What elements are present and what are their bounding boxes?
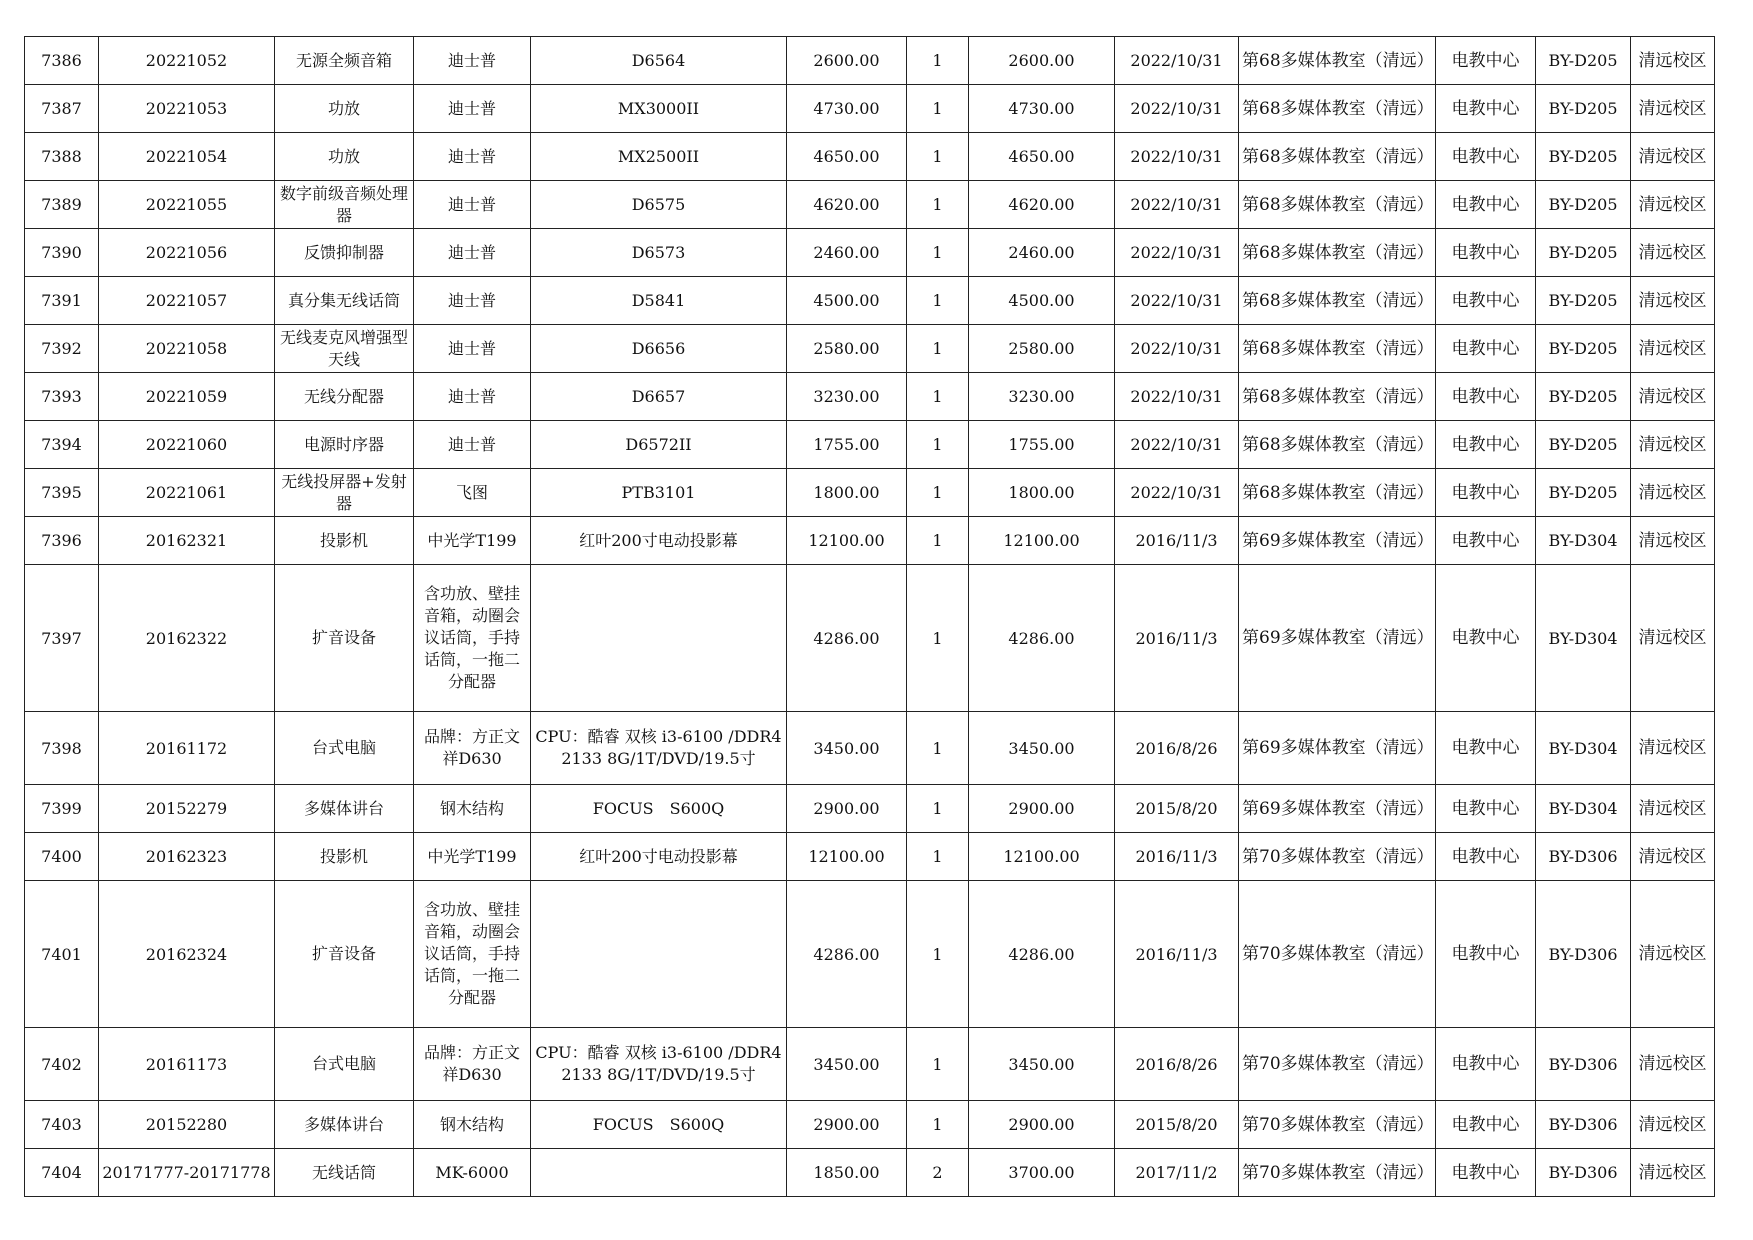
cell-model: PTB3101: [531, 469, 787, 517]
cell-campus: 清远校区: [1631, 1149, 1715, 1197]
cell-amount: 1755.00: [969, 421, 1115, 469]
cell-campus: 清远校区: [1631, 229, 1715, 277]
cell-model: [531, 881, 787, 1028]
cell-quantity: 2: [907, 1149, 969, 1197]
cell-unit-price: 4650.00: [787, 133, 907, 181]
cell-asset-code: 20221054: [99, 133, 275, 181]
cell-unit-price: 1800.00: [787, 469, 907, 517]
cell-campus: 清远校区: [1631, 133, 1715, 181]
cell-room: BY-D205: [1536, 37, 1631, 85]
cell-asset-code: 20152280: [99, 1101, 275, 1149]
table-row: [25, 421, 1715, 469]
cell-date: 2022/10/31: [1115, 325, 1239, 373]
cell-model: 红叶200寸电动投影幕: [531, 517, 787, 565]
cell-quantity: 1: [907, 833, 969, 881]
cell-amount: 2600.00: [969, 37, 1115, 85]
cell-campus: 清远校区: [1631, 325, 1715, 373]
cell-department: 电教中心: [1436, 421, 1536, 469]
cell-location: 第68多媒体教室（清远）: [1239, 421, 1436, 469]
cell-location: 第68多媒体教室（清远）: [1239, 37, 1436, 85]
cell-seq: 7392: [25, 325, 99, 373]
cell-asset-code: 20221059: [99, 373, 275, 421]
cell-quantity: 1: [907, 373, 969, 421]
cell-location: 第70多媒体教室（清远）: [1239, 1149, 1436, 1197]
cell-department: 电教中心: [1436, 785, 1536, 833]
cell-room: BY-D205: [1536, 229, 1631, 277]
table-row: [25, 1101, 1715, 1149]
cell-seq: 7395: [25, 469, 99, 517]
cell-department: 电教中心: [1436, 373, 1536, 421]
cell-quantity: 1: [907, 229, 969, 277]
cell-asset-name: 多媒体讲台: [275, 1101, 414, 1149]
cell-brand: 飞图: [414, 469, 531, 517]
cell-quantity: 1: [907, 517, 969, 565]
cell-room: BY-D205: [1536, 373, 1631, 421]
cell-model: 红叶200寸电动投影幕: [531, 833, 787, 881]
cell-brand: 迪士普: [414, 37, 531, 85]
cell-date: 2022/10/31: [1115, 133, 1239, 181]
cell-brand: 迪士普: [414, 229, 531, 277]
cell-asset-code: 20161172: [99, 712, 275, 785]
cell-location: 第68多媒体教室（清远）: [1239, 85, 1436, 133]
cell-quantity: 1: [907, 181, 969, 229]
cell-asset-name: 无线分配器: [275, 373, 414, 421]
cell-date: 2016/11/3: [1115, 881, 1239, 1028]
cell-department: 电教中心: [1436, 1149, 1536, 1197]
cell-campus: 清远校区: [1631, 421, 1715, 469]
cell-asset-code: 20162324: [99, 881, 275, 1028]
cell-location: 第68多媒体教室（清远）: [1239, 229, 1436, 277]
cell-department: 电教中心: [1436, 469, 1536, 517]
cell-department: 电教中心: [1436, 133, 1536, 181]
cell-room: BY-D306: [1536, 833, 1631, 881]
cell-amount: 12100.00: [969, 833, 1115, 881]
cell-asset-code: 20221058: [99, 325, 275, 373]
cell-asset-code: 20221053: [99, 85, 275, 133]
cell-asset-code: 20221056: [99, 229, 275, 277]
cell-campus: 清远校区: [1631, 1028, 1715, 1101]
cell-seq: 7400: [25, 833, 99, 881]
cell-asset-name: 无线麦克风增强型天线: [275, 325, 414, 373]
table-row: [25, 517, 1715, 565]
table-row: [25, 37, 1715, 85]
cell-department: 电教中心: [1436, 181, 1536, 229]
cell-date: 2022/10/31: [1115, 85, 1239, 133]
cell-amount: 4500.00: [969, 277, 1115, 325]
cell-date: 2022/10/31: [1115, 373, 1239, 421]
cell-asset-name: 扩音设备: [275, 881, 414, 1028]
cell-department: 电教中心: [1436, 277, 1536, 325]
cell-model: D6656: [531, 325, 787, 373]
cell-campus: 清远校区: [1631, 37, 1715, 85]
cell-brand: 迪士普: [414, 133, 531, 181]
cell-amount: 2900.00: [969, 785, 1115, 833]
cell-campus: 清远校区: [1631, 469, 1715, 517]
cell-location: 第70多媒体教室（清远）: [1239, 1028, 1436, 1101]
table-row: [25, 712, 1715, 785]
asset-table: [24, 36, 1715, 1197]
cell-unit-price: 3450.00: [787, 712, 907, 785]
cell-location: 第68多媒体教室（清远）: [1239, 325, 1436, 373]
cell-room: BY-D306: [1536, 1028, 1631, 1101]
cell-campus: 清远校区: [1631, 85, 1715, 133]
table-row: [25, 469, 1715, 517]
cell-seq: 7396: [25, 517, 99, 565]
cell-brand: 钢木结构: [414, 1101, 531, 1149]
cell-model: D6573: [531, 229, 787, 277]
cell-seq: 7398: [25, 712, 99, 785]
cell-room: BY-D205: [1536, 325, 1631, 373]
cell-location: 第68多媒体教室（清远）: [1239, 469, 1436, 517]
cell-unit-price: 4500.00: [787, 277, 907, 325]
cell-location: 第70多媒体教室（清远）: [1239, 1101, 1436, 1149]
cell-seq: 7391: [25, 277, 99, 325]
cell-campus: 清远校区: [1631, 833, 1715, 881]
cell-asset-name: 多媒体讲台: [275, 785, 414, 833]
cell-asset-code: 20162323: [99, 833, 275, 881]
cell-location: 第68多媒体教室（清远）: [1239, 133, 1436, 181]
cell-unit-price: 12100.00: [787, 833, 907, 881]
cell-brand: 品牌：方正文祥D630: [414, 1028, 531, 1101]
cell-room: BY-D306: [1536, 881, 1631, 1028]
cell-asset-name: 无线投屏器+发射器: [275, 469, 414, 517]
cell-amount: 3450.00: [969, 1028, 1115, 1101]
cell-campus: 清远校区: [1631, 565, 1715, 712]
cell-campus: 清远校区: [1631, 181, 1715, 229]
cell-quantity: 1: [907, 881, 969, 1028]
cell-amount: 2900.00: [969, 1101, 1115, 1149]
cell-brand: 钢木结构: [414, 785, 531, 833]
table-row: [25, 85, 1715, 133]
table-row: [25, 785, 1715, 833]
cell-department: 电教中心: [1436, 325, 1536, 373]
cell-brand: 品牌：方正文祥D630: [414, 712, 531, 785]
cell-date: 2016/11/3: [1115, 517, 1239, 565]
cell-date: 2022/10/31: [1115, 229, 1239, 277]
cell-department: 电教中心: [1436, 712, 1536, 785]
cell-asset-code: 20221060: [99, 421, 275, 469]
cell-asset-name: 数字前级音频处理器: [275, 181, 414, 229]
cell-department: 电教中心: [1436, 833, 1536, 881]
cell-date: 2016/11/3: [1115, 833, 1239, 881]
cell-unit-price: 3450.00: [787, 1028, 907, 1101]
cell-model: D6564: [531, 37, 787, 85]
cell-unit-price: 2900.00: [787, 1101, 907, 1149]
table-row: [25, 229, 1715, 277]
cell-date: 2017/11/2: [1115, 1149, 1239, 1197]
cell-unit-price: 2580.00: [787, 325, 907, 373]
cell-quantity: 1: [907, 1101, 969, 1149]
cell-quantity: 1: [907, 37, 969, 85]
cell-model: MX2500II: [531, 133, 787, 181]
cell-quantity: 1: [907, 133, 969, 181]
cell-model: [531, 1149, 787, 1197]
cell-brand: 中光学T199: [414, 833, 531, 881]
cell-room: BY-D304: [1536, 785, 1631, 833]
cell-quantity: 1: [907, 277, 969, 325]
cell-unit-price: 12100.00: [787, 517, 907, 565]
cell-model: D6657: [531, 373, 787, 421]
cell-model: FOCUS S600Q: [531, 1101, 787, 1149]
cell-brand: 中光学T199: [414, 517, 531, 565]
cell-location: 第69多媒体教室（清远）: [1239, 712, 1436, 785]
cell-campus: 清远校区: [1631, 277, 1715, 325]
cell-asset-name: 反馈抑制器: [275, 229, 414, 277]
cell-seq: 7402: [25, 1028, 99, 1101]
cell-unit-price: 4286.00: [787, 565, 907, 712]
cell-model: [531, 565, 787, 712]
cell-room: BY-D304: [1536, 565, 1631, 712]
cell-seq: 7386: [25, 37, 99, 85]
cell-room: BY-D205: [1536, 277, 1631, 325]
cell-seq: 7388: [25, 133, 99, 181]
cell-seq: 7389: [25, 181, 99, 229]
cell-location: 第68多媒体教室（清远）: [1239, 277, 1436, 325]
cell-date: 2022/10/31: [1115, 421, 1239, 469]
cell-room: BY-D304: [1536, 517, 1631, 565]
cell-location: 第69多媒体教室（清远）: [1239, 785, 1436, 833]
cell-unit-price: 1755.00: [787, 421, 907, 469]
cell-seq: 7404: [25, 1149, 99, 1197]
cell-date: 2022/10/31: [1115, 181, 1239, 229]
table-row: [25, 181, 1715, 229]
cell-quantity: 1: [907, 565, 969, 712]
cell-asset-name: 无线话筒: [275, 1149, 414, 1197]
cell-quantity: 1: [907, 469, 969, 517]
cell-quantity: 1: [907, 785, 969, 833]
cell-brand: 迪士普: [414, 325, 531, 373]
cell-amount: 4286.00: [969, 881, 1115, 1028]
cell-room: BY-D205: [1536, 85, 1631, 133]
cell-model: D5841: [531, 277, 787, 325]
cell-asset-code: 20221055: [99, 181, 275, 229]
cell-date: 2015/8/20: [1115, 1101, 1239, 1149]
cell-unit-price: 2600.00: [787, 37, 907, 85]
cell-department: 电教中心: [1436, 517, 1536, 565]
cell-amount: 4730.00: [969, 85, 1115, 133]
table-row: [25, 881, 1715, 1028]
cell-quantity: 1: [907, 421, 969, 469]
cell-seq: 7390: [25, 229, 99, 277]
cell-quantity: 1: [907, 325, 969, 373]
cell-asset-name: 台式电脑: [275, 1028, 414, 1101]
cell-quantity: 1: [907, 1028, 969, 1101]
cell-asset-name: 电源时序器: [275, 421, 414, 469]
cell-amount: 2580.00: [969, 325, 1115, 373]
cell-amount: 2460.00: [969, 229, 1115, 277]
cell-brand: 含功放、壁挂音箱，动圈会议话筒，手持话筒，一拖二分配器: [414, 565, 531, 712]
cell-room: BY-D306: [1536, 1149, 1631, 1197]
cell-seq: 7397: [25, 565, 99, 712]
cell-seq: 7403: [25, 1101, 99, 1149]
cell-quantity: 1: [907, 85, 969, 133]
cell-amount: 4650.00: [969, 133, 1115, 181]
cell-brand: 迪士普: [414, 85, 531, 133]
cell-unit-price: 4286.00: [787, 881, 907, 1028]
cell-date: 2022/10/31: [1115, 37, 1239, 85]
table-row: [25, 1028, 1715, 1101]
cell-asset-name: 扩音设备: [275, 565, 414, 712]
cell-unit-price: 1850.00: [787, 1149, 907, 1197]
asset-table-body: [25, 37, 1715, 1197]
cell-amount: 3700.00: [969, 1149, 1115, 1197]
cell-brand: 迪士普: [414, 421, 531, 469]
cell-date: 2016/8/26: [1115, 712, 1239, 785]
cell-brand: 含功放、壁挂音箱，动圈会议话筒，手持话筒，一拖二分配器: [414, 881, 531, 1028]
cell-seq: 7399: [25, 785, 99, 833]
cell-asset-code: 20171777-20171778: [99, 1149, 275, 1197]
cell-amount: 1800.00: [969, 469, 1115, 517]
cell-date: 2016/11/3: [1115, 565, 1239, 712]
cell-brand: 迪士普: [414, 277, 531, 325]
cell-asset-name: 台式电脑: [275, 712, 414, 785]
cell-unit-price: 2900.00: [787, 785, 907, 833]
cell-quantity: 1: [907, 712, 969, 785]
table-row: [25, 277, 1715, 325]
cell-location: 第69多媒体教室（清远）: [1239, 517, 1436, 565]
table-row: [25, 565, 1715, 712]
cell-asset-code: 20162321: [99, 517, 275, 565]
cell-brand: 迪士普: [414, 373, 531, 421]
cell-brand: MK-6000: [414, 1149, 531, 1197]
cell-model: FOCUS S600Q: [531, 785, 787, 833]
cell-department: 电教中心: [1436, 37, 1536, 85]
cell-unit-price: 2460.00: [787, 229, 907, 277]
cell-department: 电教中心: [1436, 881, 1536, 1028]
table-row: [25, 373, 1715, 421]
cell-room: BY-D205: [1536, 133, 1631, 181]
cell-model: D6575: [531, 181, 787, 229]
cell-location: 第70多媒体教室（清远）: [1239, 833, 1436, 881]
cell-amount: 3230.00: [969, 373, 1115, 421]
cell-department: 电教中心: [1436, 1028, 1536, 1101]
cell-asset-name: 功放: [275, 85, 414, 133]
cell-location: 第68多媒体教室（清远）: [1239, 181, 1436, 229]
cell-asset-name: 功放: [275, 133, 414, 181]
table-row: [25, 325, 1715, 373]
cell-model: CPU：酷睿 双核 i3-6100 /DDR4 2133 8G/1T/DVD/19.5寸: [531, 1028, 787, 1101]
table-row: [25, 133, 1715, 181]
cell-asset-code: 20161173: [99, 1028, 275, 1101]
cell-room: BY-D205: [1536, 181, 1631, 229]
cell-department: 电教中心: [1436, 1101, 1536, 1149]
cell-room: BY-D306: [1536, 1101, 1631, 1149]
cell-date: 2016/8/26: [1115, 1028, 1239, 1101]
table-row: [25, 833, 1715, 881]
cell-date: 2022/10/31: [1115, 469, 1239, 517]
cell-asset-code: 20221052: [99, 37, 275, 85]
cell-department: 电教中心: [1436, 85, 1536, 133]
cell-model: CPU：酷睿 双核 i3-6100 /DDR4 2133 8G/1T/DVD/19.5寸: [531, 712, 787, 785]
cell-seq: 7394: [25, 421, 99, 469]
cell-asset-code: 20221061: [99, 469, 275, 517]
cell-amount: 3450.00: [969, 712, 1115, 785]
cell-unit-price: 4620.00: [787, 181, 907, 229]
cell-campus: 清远校区: [1631, 517, 1715, 565]
cell-date: 2015/8/20: [1115, 785, 1239, 833]
cell-amount: 12100.00: [969, 517, 1115, 565]
cell-amount: 4620.00: [969, 181, 1115, 229]
cell-asset-code: 20162322: [99, 565, 275, 712]
cell-room: BY-D304: [1536, 712, 1631, 785]
cell-asset-name: 投影机: [275, 517, 414, 565]
cell-campus: 清远校区: [1631, 785, 1715, 833]
cell-model: MX3000II: [531, 85, 787, 133]
table-row: [25, 1149, 1715, 1197]
cell-date: 2022/10/31: [1115, 277, 1239, 325]
cell-seq: 7387: [25, 85, 99, 133]
cell-model: D6572II: [531, 421, 787, 469]
cell-room: BY-D205: [1536, 421, 1631, 469]
cell-unit-price: 3230.00: [787, 373, 907, 421]
cell-room: BY-D205: [1536, 469, 1631, 517]
cell-department: 电教中心: [1436, 229, 1536, 277]
cell-unit-price: 4730.00: [787, 85, 907, 133]
cell-campus: 清远校区: [1631, 881, 1715, 1028]
cell-campus: 清远校区: [1631, 373, 1715, 421]
cell-campus: 清远校区: [1631, 712, 1715, 785]
cell-seq: 7401: [25, 881, 99, 1028]
cell-location: 第70多媒体教室（清远）: [1239, 881, 1436, 1028]
cell-amount: 4286.00: [969, 565, 1115, 712]
cell-asset-code: 20152279: [99, 785, 275, 833]
cell-location: 第68多媒体教室（清远）: [1239, 373, 1436, 421]
cell-brand: 迪士普: [414, 181, 531, 229]
cell-asset-code: 20221057: [99, 277, 275, 325]
cell-asset-name: 投影机: [275, 833, 414, 881]
cell-campus: 清远校区: [1631, 1101, 1715, 1149]
cell-location: 第69多媒体教室（清远）: [1239, 565, 1436, 712]
cell-seq: 7393: [25, 373, 99, 421]
cell-asset-name: 真分集无线话筒: [275, 277, 414, 325]
cell-asset-name: 无源全频音箱: [275, 37, 414, 85]
cell-department: 电教中心: [1436, 565, 1536, 712]
